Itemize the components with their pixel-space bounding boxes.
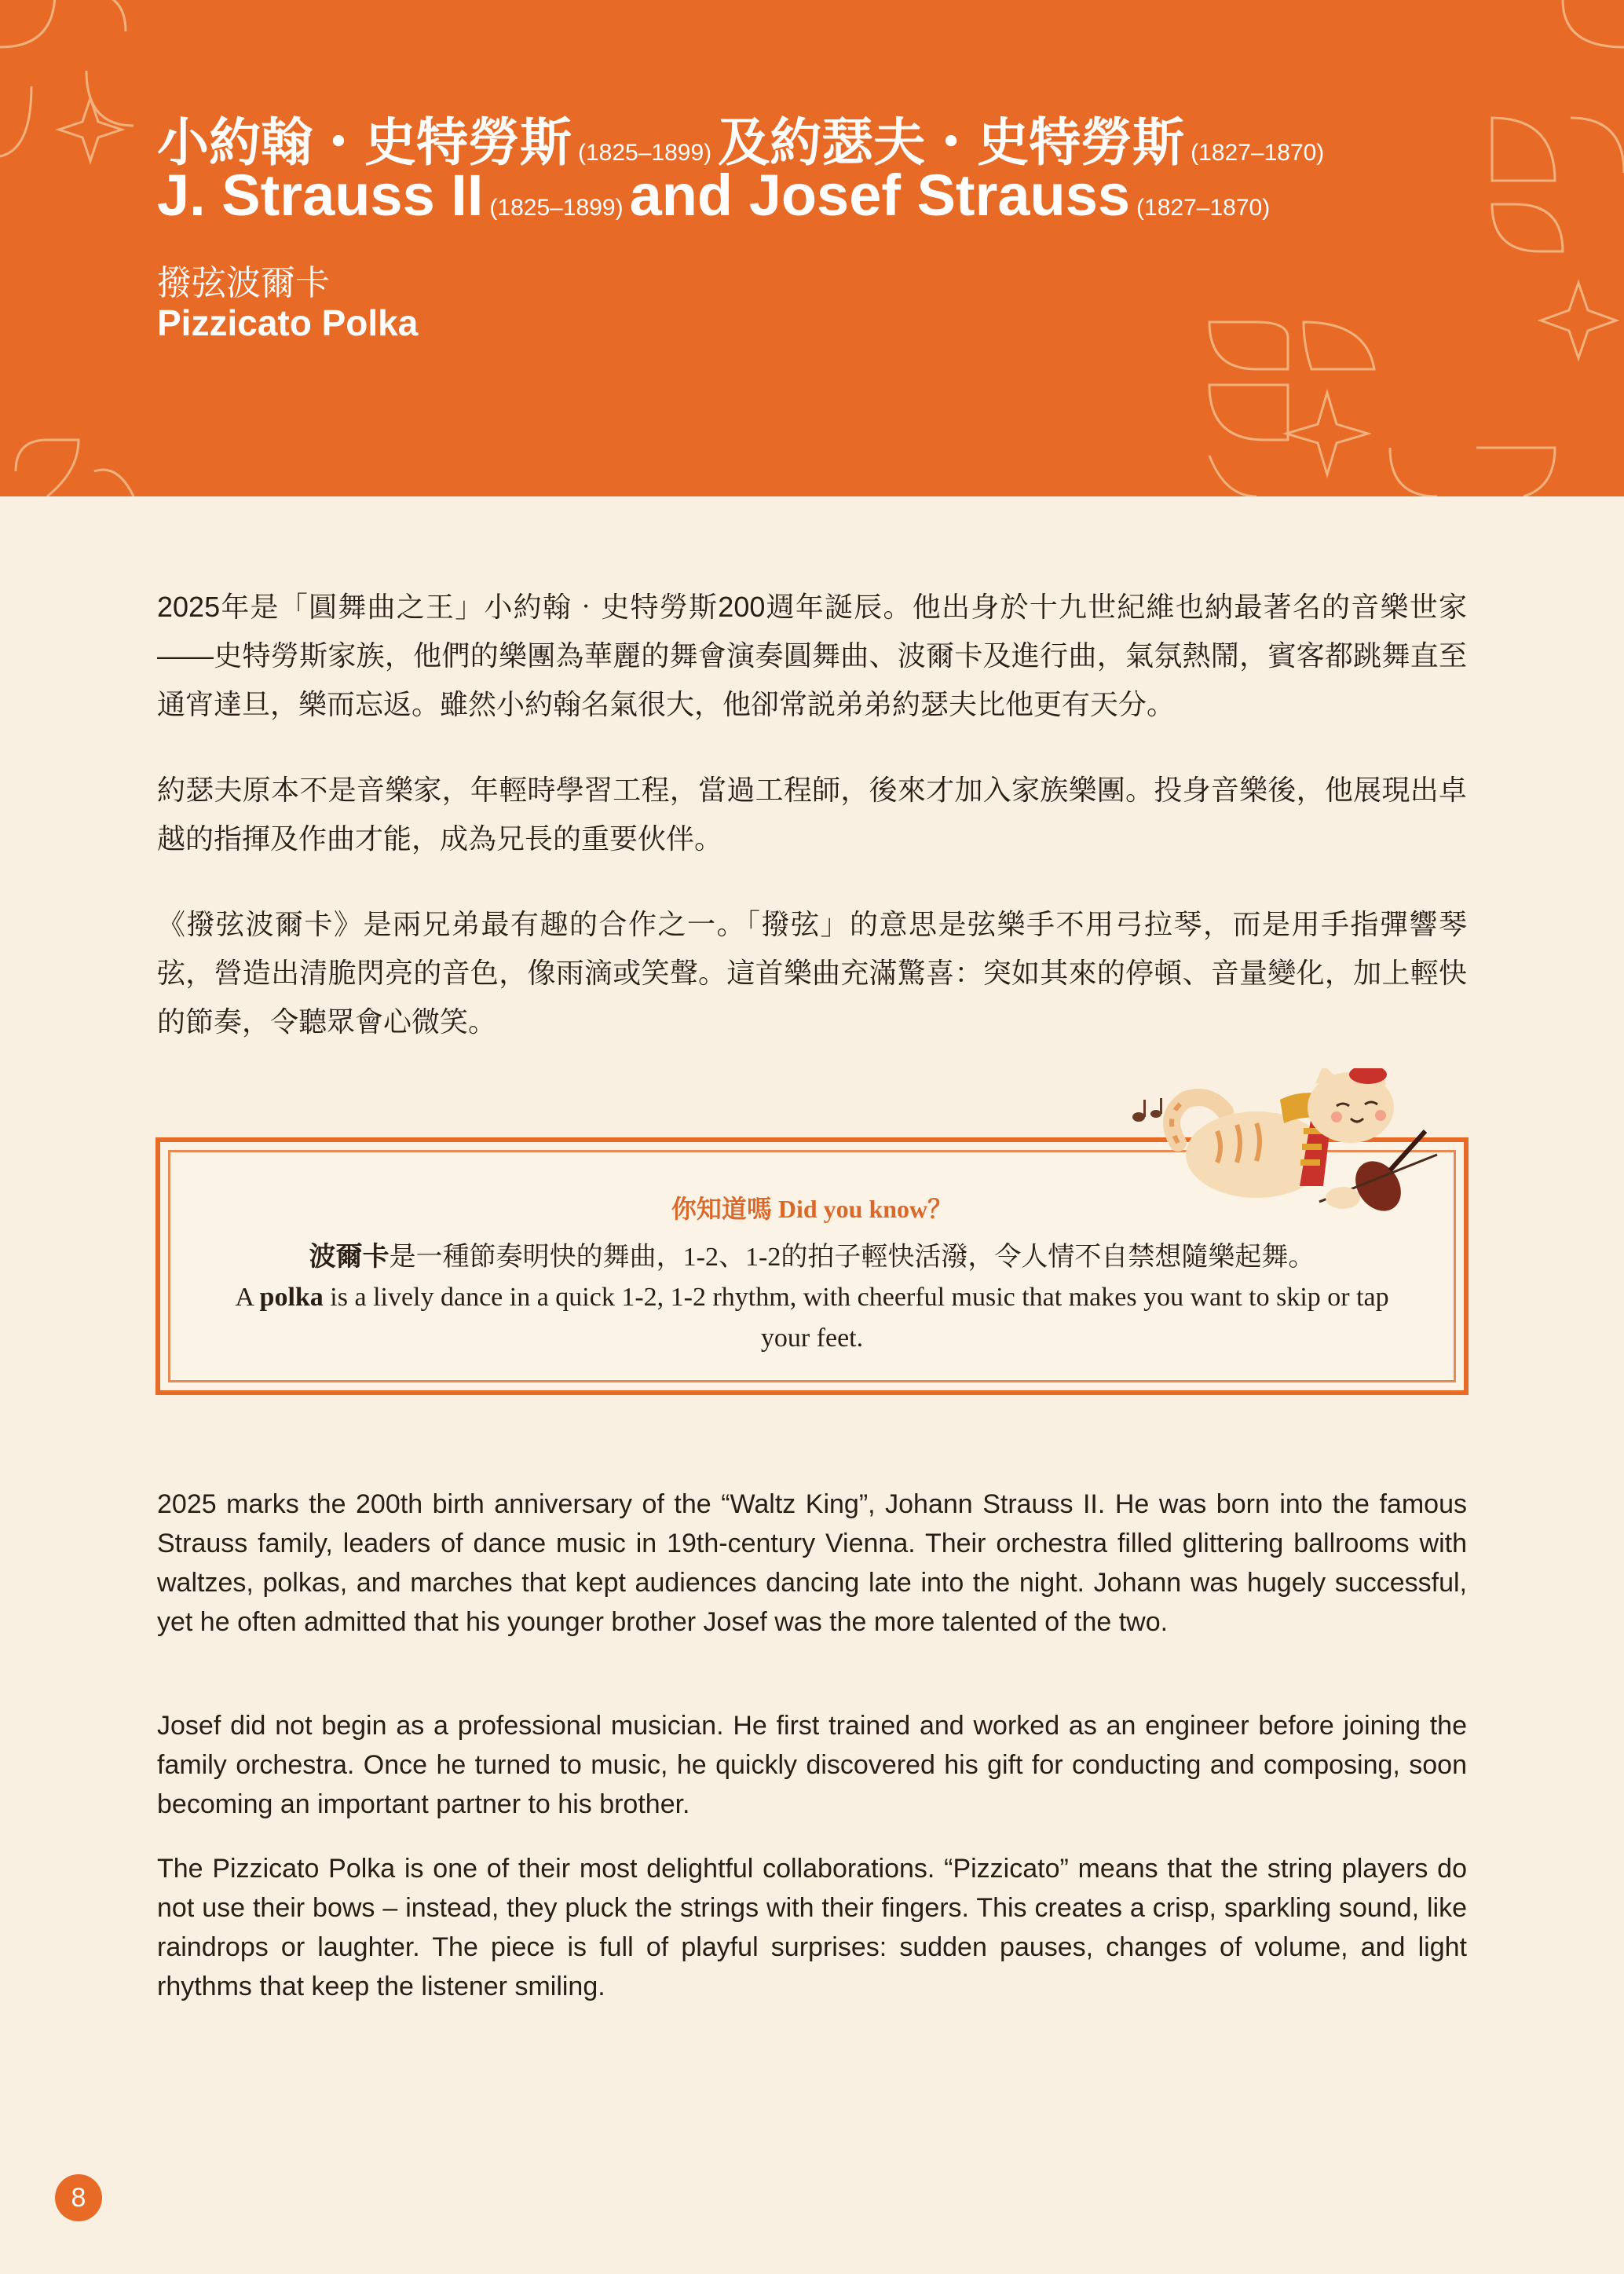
years-johann: (1825–1899): [578, 140, 712, 166]
paragraph-zh-2: 約瑟夫原本不是音樂家，年輕時學習工程，當過工程師，後來才加入家族樂團。投身音樂後，他展現出卓越的指揮及作曲才能，成為兄長的重要伙伴。: [157, 774, 1467, 855]
paragraph-en-2: Josef did not begin as a professional musician. He first trained and worked as an engineer before joining the family orchestra. Once he turned to music, he quickly discovered his gift for conducting and composing, soon becoming an important partner to his brother.: [157, 1711, 1467, 1819]
cat-violin-illustration: [1115, 1068, 1445, 1241]
did-you-know-english: [223, 1277, 1401, 1359]
did-you-know-en-text: is a lively dance in a quick 1-2, 1-2 rhythm, with cheerful music that makes you want to skip or tap your feet.: [323, 1283, 1389, 1353]
did-you-know-title: 你知道嗎 Did you know？: [671, 1195, 953, 1223]
floral-pattern-decoration: [0, 0, 1624, 496]
title-english: [157, 162, 1276, 229]
page-number: 8: [55, 2174, 102, 2221]
years-johann-en: (1825–1899): [489, 195, 624, 221]
paragraph-en-3: The Pizzicato Polka is one of their most delightful collaborations. “Pizzicato” means that the string players do not use their bows – instead, they pluck the strings with their fingers. This creates a crisp, sparkling sound, like raindrops or laughter. The piece is full of playful surprises: sudden pauses, changes of volume, and light rhythms that keep the listener smiling.: [157, 1854, 1467, 2001]
subtitle-english: Pizzicato Polka: [157, 302, 419, 343]
subtitle-chinese: 撥弦波爾卡: [157, 264, 330, 302]
years-josef: (1827–1870): [1191, 140, 1325, 166]
polka-term-zh: 波爾卡: [309, 1243, 390, 1272]
header-band: [0, 0, 1624, 496]
paragraph-zh-3: 《撥弦波爾卡》是兩兄弟最有趣的合作之一。「撥弦」的意思是弦樂手不用弓拉琴，而是用手指彈響琴弦，營造出清脆閃亮的音色，像雨滴或笑聲。這首樂曲充滿驚喜：突如其來的停頓、音量變化，加上輕快的節奏，令聽眾會心微笑。: [157, 908, 1467, 1038]
paragraph-en-1: 2025 marks the 200th birth anniversary of the “Waltz King”, Johann Strauss II. He was born into the famous Strauss family, leaders of dance music in 19th-century Vienna. Their orchestra filled glittering ballrooms with waltzes, polkas, and marches that kept audiences dancing late into the night. Johann was hugely successful, yet he often admitted that his younger brother Josef was the more talented of the two.: [157, 1489, 1467, 1637]
title-en-johann: J. Strauss II: [157, 163, 484, 228]
title-zh-johann: 小約翰・史特勞斯: [157, 113, 572, 171]
years-josef-en: (1827–1870): [1136, 195, 1271, 221]
did-you-know-en-prefix: A: [235, 1283, 260, 1312]
title-zh-josef: 及約瑟夫・史特勞斯: [718, 113, 1185, 171]
paragraph-zh-1: 2025年是「圓舞曲之王」小約翰‧史特勞斯200週年誕辰。他出身於十九世紀維也納最著名的音樂世家——史特勞斯家族，他們的樂團為華麗的舞會演奏圓舞曲、波爾卡及進行曲，氣氛熱鬧，賓客都跳舞直至通宵達旦，樂而忘返。雖然小約翰名氣很大，他卻常説弟弟約瑟夫比他更有天分。: [157, 591, 1467, 720]
did-you-know-zh-text: 是一種節奏明快的舞曲，1-2、1-2的拍子輕快活潑，令人情不自禁想隨樂起舞。: [389, 1243, 1315, 1272]
title-en-josef: and Josef Strauss: [629, 163, 1131, 228]
polka-term-en: polka: [259, 1283, 324, 1312]
